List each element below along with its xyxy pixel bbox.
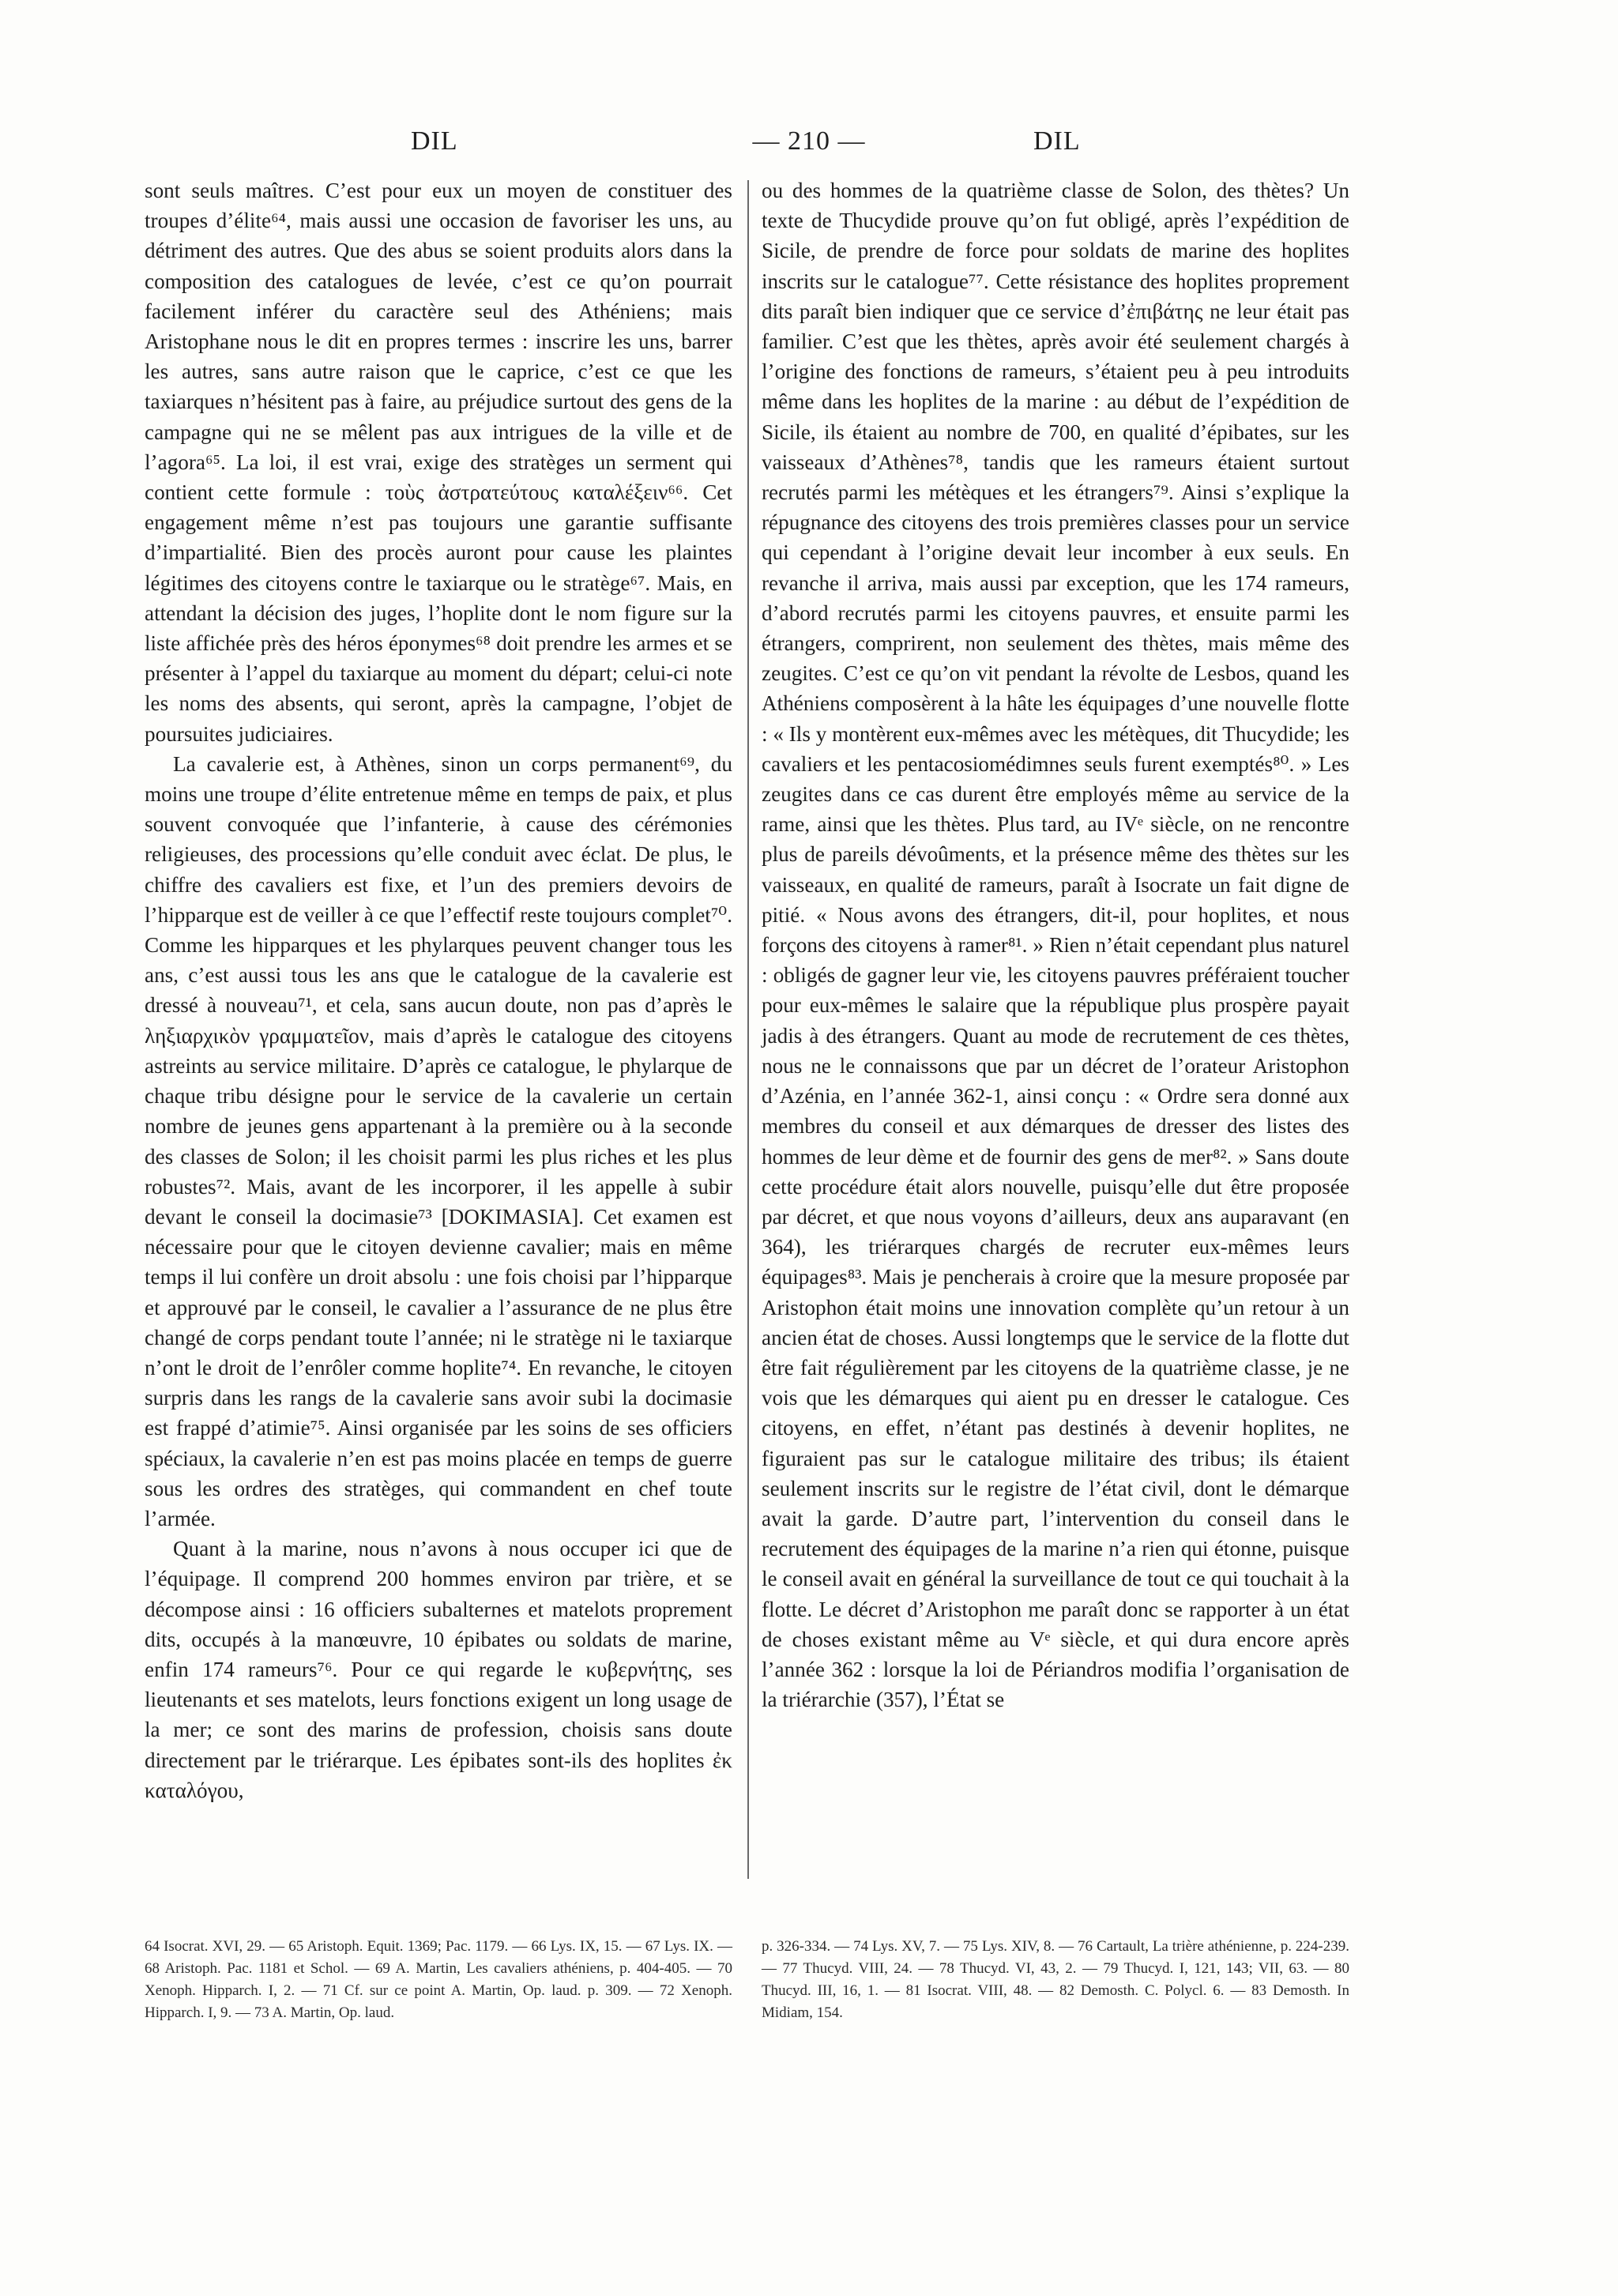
page-number: — 210 —: [752, 126, 866, 156]
footnotes-right: p. 326-334. — 74 Lys. XV, 7. — 75 Lys. XIV, 8. — 76 Cartault, La trière athénienne, p. 224-239. — 77 Thucyd. VIII, 24. — 78 Thucyd. VI, 43, 2. — 79 Thucyd. I, 121, 143; VII, 63. — 80 Thucyd. III, 16, 1. — 81 Isocrat. VIII, 48. — 82 Demosth. C. Polycl. 6. — 83 Demosth. In Midiam, 154.: [762, 1938, 1349, 2021]
paragraph-cavalry: La cavalerie est, à Athènes, sinon un corps permanent⁶⁹, du moins une troupe d’élite entretenue même en temps de paix, et plus souvent convoquée que l’infanterie, à cause des cérémonies religieuses, des processions qu’elle conduit avec éclat. De plus, le chiffre des cavaliers est fixe, et l’un des premiers devoirs de l’hipparque est de veiller à ce que l’effectif reste toujours complet⁷⁰. Comme les hipparques et les phylarques peuvent changer tous les ans, c’est aussi tous les ans que le catalogue de la cavalerie est dressé à nouveau⁷¹, et cela, sans aucun doute, non pas d’après le ληξιαρχικὸν γραμματεῖον, mais d’après le catalogue des citoyens astreints au service militaire. D’après ce catalogue, le phylarque de chaque tribu désigne pour le service de la cavalerie un certain nombre de jeunes gens appartenant à la première ou à la seconde des classes de Solon; il les choisit parmi les plus riches et les plus robustes⁷². Mais, avant de les incorporer, il les appelle à subir devant le conseil la docimasie⁷³ [DOKIMASIA]. Cet examen est nécessaire pour que le citoyen devienne cavalier; mais en même temps il lui confère un droit absolu : une fois choisi par l’hipparque et approuvé par le conseil, le cavalier a l’assurance de ne plus être changé de corps pendant toute l’année; ni le stratège ni le taxiarque n’ont le droit de l’enrôler comme hoplite⁷⁴. En revanche, le citoyen surpris dans les rangs de la cavalerie sans avoir subi la docimasie est frappé d’atimie⁷⁵. Ainsi organisée par les soins de ses officiers spéciaux, la cavalerie n’en est pas moins placée en temps de guerre sous les ordres des stratèges, qui commandent en chef toute l’armée.: [145, 751, 732, 1530]
running-head-right: DIL: [1033, 126, 1081, 156]
paragraph-infantry: sont seuls maîtres. C’est pour eux un moyen de constituer des troupes d’élite⁶⁴, mais aussi une occasion de favoriser les uns, au détriment des autres. Que des abus se soient produits alors dans la composition des catalogues de levée, c’est ce qu’on pourrait facilement inférer du caractère seul des Athéniens; mais Aristophane nous le dit en propres termes : inscrire les uns, barrer les autres, sans autre raison que le caprice, c’est ce que les taxiarques n’hésitent pas à faire, au préjudice surtout des gens de la campagne qui ne se mêlent pas aux intrigues de la ville et de l’agora⁶⁵. La loi, il est vrai, exige des stratèges un serment qui contient cette formule : τοὺς ἀστρατεύτους καταλέξειν⁶⁶. Cet engagement même n’est pas toujours une garantie suffisante d’impartialité. Bien des procès auront pour cause les plaintes légitimes des citoyens contre le taxiarque ou le stratège⁶⁷. Mais, en attendant la décision des juges, l’hoplite dont le nom figure sur la liste affichée près des héros éponymes⁶⁸ doit prendre les armes et se présenter à l’appel du taxiarque au moment du départ; celui-ci note les noms des absents, qui seront, après la campagne, l’objet de poursuites judiciaires.: [145, 179, 732, 746]
left-column: [145, 175, 732, 1805]
column-divider: [747, 180, 749, 1879]
paragraph-navy: Quant à la marine, nous n’avons à nous occuper ici que de l’équipage. Il comprend 200 hommes environ par trière, et se décompose ainsi : 16 officiers subalternes et matelots proprement dits, occupés à la manœuvre, 10 épibates ou soldats de marine, enfin 174 rameurs⁷⁶. Pour ce qui regarde le κυβερνήτης, ses lieutenants et ses matelots, leurs fonctions exigent un long usage de la mer; ce sont des marins de profession, choisis sans doute directement par le triérarque. Les épibates sont-ils des hoplites ἐκ καταλόγου,: [145, 1537, 732, 1802]
paragraph-rowers: ou des hommes de la quatrième classe de Solon, des thètes? Un texte de Thucydide prouve qu’on fut obligé, après l’expédition de Sicile, de prendre de force pour soldats de marine des hoplites inscrits sur le catalogue⁷⁷. Cette résistance des hoplites proprement dits paraît bien indiquer que ce service d’ἐπιβάτης ne leur était pas familier. C’est que les thètes, après avoir été seulement chargés à l’origine des fonctions de rameurs, s’étaient peu à peu introduits même dans les hoplites de la marine : au début de l’expédition de Sicile, ils étaient au nombre de 700, en qualité d’épibates, sur les vaisseaux d’Athènes⁷⁸, tandis que les rameurs étaient surtout recrutés parmi les métèques et les étrangers⁷⁹. Ainsi s’explique la répugnance des citoyens des trois premières classes pour un service qui cependant à l’origine devait leur incomber à eux seuls. En revanche il arriva, mais aussi par exception, que les 174 rameurs, d’abord recrutés parmi les citoyens pauvres, et ensuite parmi les étrangers, comprirent, non seulement des thètes, mais même des zeugites. C’est ce qu’on vit pendant la révolte de Lesbos, quand les Athéniens composèrent à la hâte les équipages d’une nouvelle flotte : « Ils y montèrent eux-mêmes avec les métèques, dit Thucydide; les cavaliers et les pentacosiomédimnes seuls furent exemptés⁸⁰. » Les zeugites dans ce cas durent être employés même au service de la rame, ainsi que les thètes. Plus tard, au IVᵉ siècle, on ne rencontre plus de pareils dévoûments, et la présence même des thètes sur les vaisseaux, en qualité de rameurs, paraît à Isocrate un fait digne de pitié. « Nous avons des étrangers, dit-il, pour hoplites, et nous forçons des citoyens à ramer⁸¹. » Rien n’était cependant plus naturel : obligés de gagner leur vie, les citoyens pauvres préféraient toucher pour eux-mêmes le salaire que la république plus prospère payait jadis à des étrangers. Quant au mode de recrutement de ces thètes, nous ne le connaissons que par un décret de l’orateur Aristophon d’Azénia, en l’année 362-1, ainsi conçu : « Ordre sera donné aux membres du conseil et aux démarques de dresser des listes des hommes de leur dème et de fournir des gens de mer⁸². » Sans doute cette procédure était alors nouvelle, puisqu’elle dut être proposée par décret, et que nous voyons d’ailleurs, deux ans auparavant (en 364), les triérarques chargés de recruter eux-mêmes leurs équipages⁸³. Mais je pencherais à croire que la mesure proposée par Aristophon était moins une innovation complète qu’un retour à un ancien état de choses. Aussi longtemps que le service de la flotte dut être fait régulièrement par les citoyens de la quatrième classe, je ne vois que les démarques qui aient pu en dresser le catalogue. Ces citoyens, en effet, n’étant pas destinés à devenir hoplites, ne figuraient pas sur le catalogue militaire des tribus; ils étaient seulement inscrits sur le registre de l’état civil, dont le démarque avait la garde. D’autre part, l’intervention du conseil dans le recrutement des équipages de la marine n’a rien qui étonne, puisque le conseil avait en général la surveillance de tout ce qui touchait à la flotte. Le décret d’Aristophon me paraît donc se rapporter à un état de choses existant même au Vᵉ siècle, et qui dura encore après l’année 362 : lorsque la loi de Périandros modifia l’organisation de la triérarchie (357), l’État se: [762, 179, 1349, 1712]
right-column: [762, 175, 1349, 1714]
running-head-left: DIL: [411, 126, 458, 156]
footnotes-left: 64 Isocrat. XVI, 29. — 65 Aristoph. Equit. 1369; Pac. 1179. — 66 Lys. IX, 15. — 67 Lys. IX. — 68 Aristoph. Pac. 1181 et Schol. — 69 A. Martin, Les cavaliers athéniens, p. 404-405. — 70 Xenoph. Hipparch. I, 2. — 71 Cf. sur ce point A. Martin, Op. laud. p. 309. — 72 Xenoph. Hipparch. I, 9. — 73 A. Martin, Op. laud.: [145, 1938, 732, 2021]
